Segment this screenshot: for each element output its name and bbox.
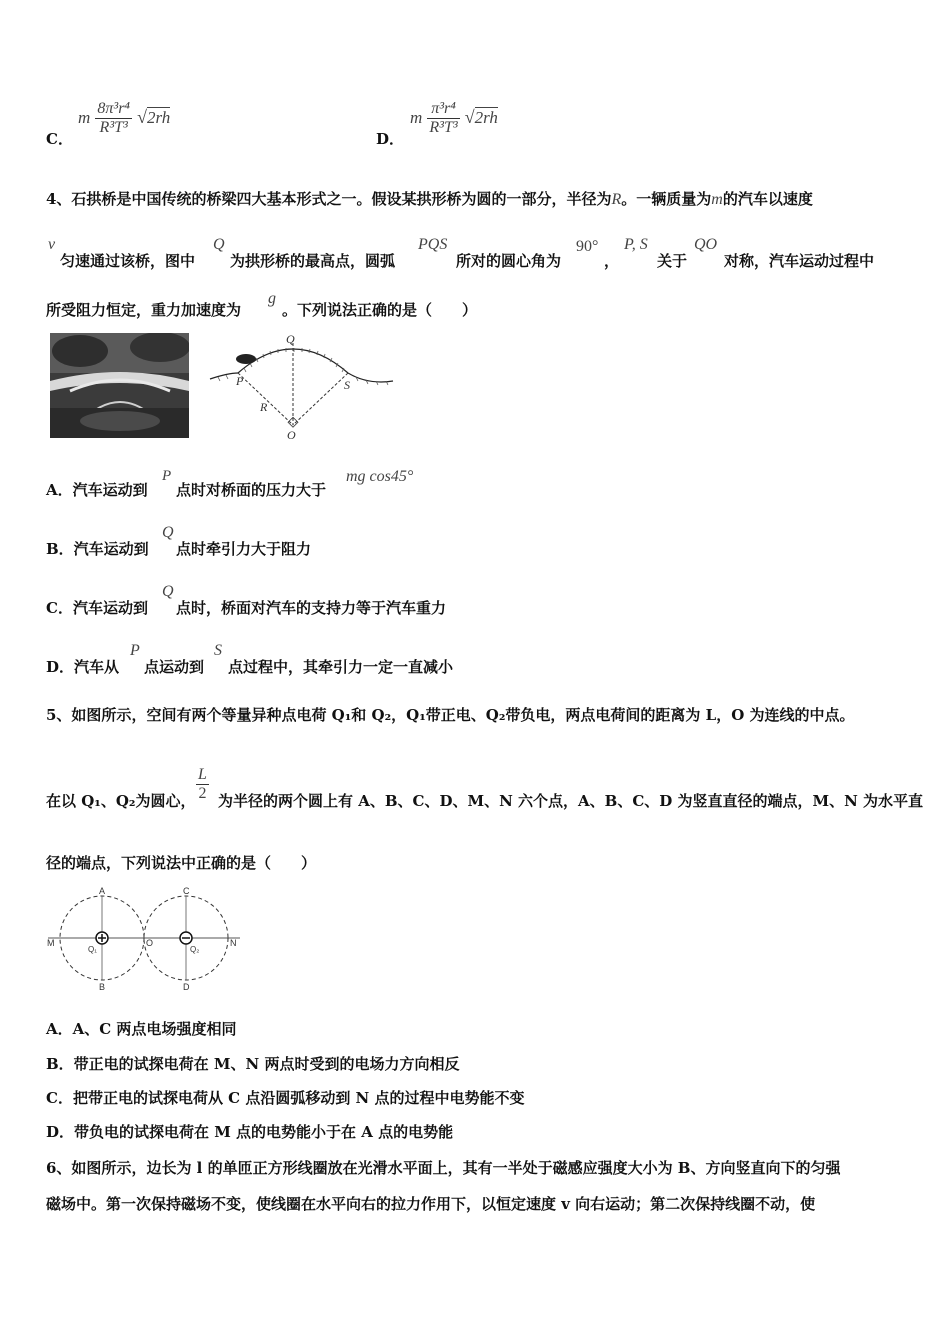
q6-line-2: 磁场中。第一次保持磁场不变，使线圈在水平向右的拉力作用下，以恒定速度 v 向右运动；第二次保持线圈不动，使 xyxy=(46,1195,816,1213)
label-Q2: Q₂ xyxy=(190,945,200,954)
label-B: B xyxy=(99,982,106,992)
car-icon xyxy=(236,354,256,364)
q4-line-3 xyxy=(46,299,241,320)
label-N: N xyxy=(230,938,237,948)
sqrt-icon: √ xyxy=(137,107,147,127)
var-m: m xyxy=(711,191,723,208)
fraction-numerator: π³r⁴ xyxy=(427,100,459,119)
q4-option-d-mid: 点运动到 xyxy=(144,658,205,676)
var-m: m xyxy=(78,108,91,127)
q4-option-c-post: 点时，桥面对汽车的支持力等于汽车重力 xyxy=(176,599,447,617)
q5-option-c: C．把带正电的试探电荷从 C 点沿圆弧移动到 N 点的过程中电势能不变 xyxy=(46,1089,525,1107)
label-A: A xyxy=(99,886,106,896)
var-v: v xyxy=(48,236,56,253)
angle-90: 90° xyxy=(576,238,599,255)
label-O: O xyxy=(146,938,154,948)
q4-line-2-b: 为拱形桥的最高点，圆弧 xyxy=(230,252,396,270)
stone-bridge-photo xyxy=(50,333,189,438)
fraction-numerator: L xyxy=(198,766,207,783)
label-R: R xyxy=(260,400,268,414)
var-QO: QO xyxy=(694,236,718,253)
var-S: S xyxy=(214,642,222,659)
q4-option-b-post: 点时牵引力大于阻力 xyxy=(176,540,312,558)
label-S: S xyxy=(344,378,350,392)
label-O: O xyxy=(287,428,296,442)
text: 。一辆质量为 xyxy=(621,190,712,208)
q4-option-d: D．汽车从 xyxy=(46,658,120,676)
q4-option-c: C．汽车运动到 xyxy=(46,599,148,617)
q5-line-3: 径的端点，下列说法中正确的是（ ） xyxy=(46,854,317,872)
q5-option-b: B．带正电的试探电荷在 M、N 两点时受到的电场力方向相反 xyxy=(46,1055,460,1073)
var-PS: P, S xyxy=(624,236,648,253)
q4-line-2 xyxy=(60,250,195,271)
label-C: C xyxy=(183,886,190,896)
fraction-denominator: R³T³ xyxy=(429,119,458,136)
fraction-numerator: 8π³r⁴ xyxy=(97,100,130,117)
text: 4、石拱桥是中国传统的桥梁四大基本形式之一。假设某拱形桥为圆的一部分，半径为 xyxy=(46,190,612,208)
label-P: P xyxy=(236,374,244,388)
var-g: g xyxy=(268,290,276,307)
var-P: P xyxy=(130,642,140,659)
option-c-top-expression xyxy=(78,100,170,137)
text: 匀速通过该桥，图中 xyxy=(60,252,196,270)
sqrt-radicand: 2rh xyxy=(146,108,171,127)
var-Q: Q xyxy=(213,236,225,253)
q5-option-d: D．带负电的试探电荷在 M 点的电势能小于在 A 点的电势能 xyxy=(46,1123,454,1141)
q5-line-2-b: 为半径的两个圆上有 A、B、C、D、M、N 六个点，A、B、C、D 为竖直直径的端点，M、N 为水平直 xyxy=(218,792,924,810)
expr-mg-cos45: mg cos45° xyxy=(346,468,414,485)
label-M: M xyxy=(47,938,55,948)
comma: ， xyxy=(604,252,620,270)
q5-option-a: A．A、C 两点电场强度相同 xyxy=(46,1020,237,1038)
q4-option-a xyxy=(46,479,148,500)
var-Q: Q xyxy=(162,583,174,600)
var-m: m xyxy=(410,108,423,127)
q4-option-b: B．汽车运动到 xyxy=(46,540,149,558)
q5-line-2-a: 在以 Q₁、Q₂为圆心， xyxy=(46,792,196,810)
q4-line-2-e: 对称，汽车运动过程中 xyxy=(724,252,875,270)
sqrt-radicand: 2rh xyxy=(474,108,498,127)
label-Q1: Q₁ xyxy=(88,945,97,954)
var-R: R xyxy=(611,191,622,208)
q4-line-2-c: 所对的圆心角为 xyxy=(456,252,562,270)
text: 的汽车以速度 xyxy=(722,190,813,208)
arch-bridge-diagram xyxy=(208,333,396,445)
fraction-L-over-2 xyxy=(196,766,209,803)
option-d-top-expression xyxy=(410,100,498,137)
text: 所受阻力恒定，重力加速度为 xyxy=(46,301,242,319)
label-D: D xyxy=(183,982,190,992)
q4-line-3-b: 。下列说法正确的是（ ） xyxy=(282,301,478,319)
q4-option-a-post: 点时对桥面的压力大于 xyxy=(176,481,327,499)
var-PQS: PQS xyxy=(418,236,448,253)
fraction-denominator: R³T³ xyxy=(99,119,128,136)
label-Q: Q xyxy=(286,333,295,346)
option-c-top-label: C． xyxy=(46,130,73,148)
q5-line-1: 5、如图所示，空间有两个等量异种点电荷 Q₁和 Q₂，Q₁带正电、Q₂带负电，两点电荷间的距离为 L，O 为连线的中点。 xyxy=(46,706,855,724)
option-d-top-label: D． xyxy=(376,130,405,148)
var-P: P xyxy=(162,468,172,484)
fraction xyxy=(95,100,132,137)
q6-line-1: 6、如图所示，边长为 l 的单匝正方形线圈放在光滑水平面上，其有一半处于磁感应强度大小为 B、方向竖直向下的匀强 xyxy=(46,1159,841,1177)
q4-line-1 xyxy=(46,188,813,209)
fraction-denominator: 2 xyxy=(198,785,207,802)
q4-option-d-post: 点过程中，其牵引力一定一直减小 xyxy=(228,658,454,676)
sqrt-icon: √ xyxy=(464,107,475,127)
charges-diagram xyxy=(44,884,244,992)
fraction xyxy=(427,100,459,137)
text: A．汽车运动到 xyxy=(46,481,148,499)
q4-line-2-d: 关于 xyxy=(657,252,688,270)
var-Q: Q xyxy=(162,524,174,541)
